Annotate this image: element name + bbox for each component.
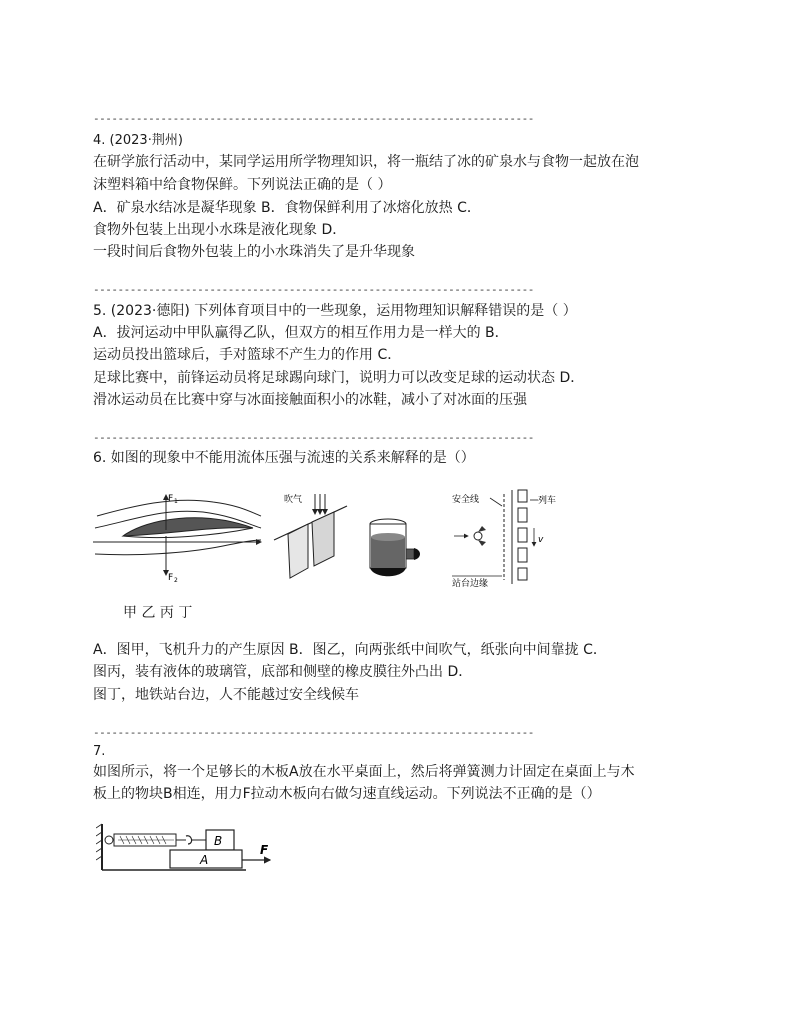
q4-option-line3: A．矿泉水结冰是凝华现象 B．食物保鲜利用了冰熔化放热 C． <box>93 200 481 216</box>
q5-option-line3: 运动员投出篮球后，手对篮球不产生力的作用 C． <box>93 347 402 363</box>
spring-scale-figure <box>96 820 276 876</box>
q7-number: 7. <box>93 744 106 759</box>
q4-option-line4: 食物外包装上出现小水珠是液化现象 D． <box>93 222 347 238</box>
q4-stem-line1: 在研学旅行活动中，某同学运用所学物理知识，将一瓶结了冰的矿泉水与食物一起放在泡 <box>93 154 639 170</box>
q4-option-line5: 一段时间后食物外包装上的小水珠消失了是升华现象 <box>93 244 415 260</box>
force-f1-subscript: 1 <box>174 498 178 505</box>
q6-option-line4: 图丁，地铁站台边，人不能越过安全线候车 <box>93 687 359 703</box>
force-f-label: F <box>260 843 269 857</box>
q4-stem-line2: 沫塑料箱中给食物保鲜。下列说法正确的是（ ） <box>93 177 392 193</box>
force-f2-subscript: 2 <box>174 577 178 584</box>
subway-platform-figure <box>452 488 572 588</box>
separator-line: ------------------------------------------------------------------------ <box>93 431 534 444</box>
q5-option-line4: 足球比赛中，前锋运动员将足球踢向球门，说明力可以改变足球的运动状态 D． <box>93 370 585 386</box>
q5-stem: 5. (2023·德阳) 下列体育项目中的一些现象，运用物理知识解释错误的是（ ） <box>93 303 577 319</box>
airfoil-figure <box>93 490 263 590</box>
velocity-label: v <box>538 535 544 545</box>
force-f1-label: F <box>168 494 174 504</box>
q6-figure-captions: 甲 乙 丙 丁 <box>123 605 193 621</box>
q7-stem-line1: 如图所示，将一个足够长的木板A放在水平桌面上，然后将弹簧测力计固定在桌面上与木 <box>93 764 635 780</box>
separator-line: ------------------------------------------------------------------------ <box>93 726 534 739</box>
q6-stem: 6. 如图的现象中不能用流体压强与流速的关系来解释的是（） <box>93 450 475 466</box>
platform-edge-label: 站台边缘 <box>452 579 489 588</box>
two-paper-figure <box>272 490 352 585</box>
force-f2-label: F <box>168 573 174 583</box>
train-label: 列车 <box>538 496 557 506</box>
q4-number: 4. (2023·荆州) <box>93 133 183 148</box>
q7-stem-line2: 板上的物块B相连，用力F拉动木板向右做匀速直线运动。下列说法不正确的是（） <box>93 786 601 802</box>
q6-option-line2: A．图甲，飞机升力的产生原因 B．图乙，向两张纸中间吹气，纸张向中间靠拢 C． <box>93 642 607 658</box>
separator-line: ------------------------------------------------------------------------ <box>93 112 534 125</box>
q5-option-line2: A．拔河运动中甲队赢得乙队，但双方的相互作用力是一样大的 B． <box>93 325 509 341</box>
q6-option-line3: 图丙，装有液体的玻璃管，底部和侧壁的橡皮膜往外凸出 D． <box>93 664 473 680</box>
block-b-label: B <box>214 834 223 848</box>
safety-line-label: 安全线 <box>452 495 480 505</box>
blow-label: 吹气 <box>284 495 303 505</box>
separator-line: ------------------------------------------------------------------------ <box>93 283 534 296</box>
q5-option-line5: 滑冰运动员在比赛中穿与冰面接触面积小的冰鞋，减小了对冰面的压强 <box>93 392 527 408</box>
board-a-label: A <box>200 853 209 867</box>
tube-figure <box>364 515 424 581</box>
